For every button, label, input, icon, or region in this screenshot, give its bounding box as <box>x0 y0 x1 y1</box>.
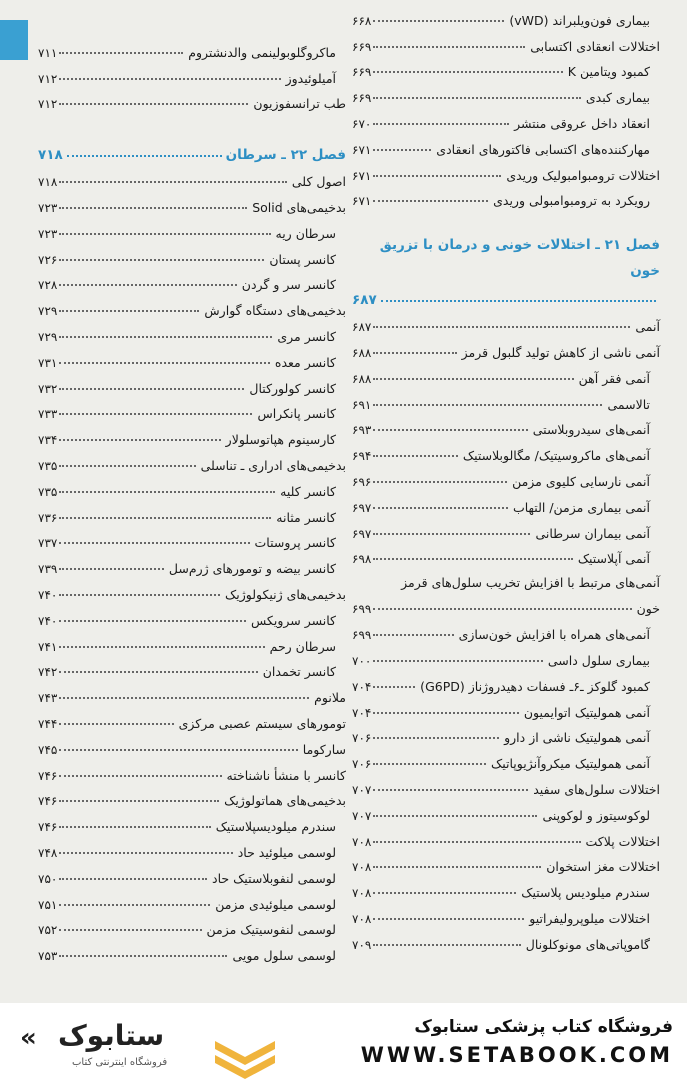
leader-dots <box>59 310 199 312</box>
chapter-21-heading <box>352 232 660 284</box>
toc-entry-label: سندرم میلودیسپلاستیک <box>215 819 336 835</box>
toc-left-column <box>38 34 346 963</box>
leader-dots <box>373 123 509 125</box>
toc-entry <box>38 525 346 551</box>
leader-dots <box>373 634 453 636</box>
store-logo <box>20 1017 260 1067</box>
toc-entry-label: کانسر مثانه <box>276 509 336 525</box>
toc-entry-page: ۷۴۴ <box>38 716 58 731</box>
toc-entry-page: ۶۹۱ <box>352 397 372 412</box>
toc-entry <box>38 344 346 370</box>
toc-entry-label: تالاسمی <box>607 396 650 412</box>
leader-dots <box>59 775 221 777</box>
toc-entry-page: ۶۷۰ <box>352 116 372 131</box>
toc-entry-page: ۷۰۸ <box>352 860 372 875</box>
toc-entry-label: کانسر معده <box>274 354 336 370</box>
toc-entry <box>38 705 346 731</box>
toc-entry-page: ۷۰۸ <box>352 834 372 849</box>
chapter-page: ۷۱۸ <box>38 147 63 164</box>
toc-entry <box>38 860 346 886</box>
leader-dots <box>373 533 530 535</box>
leader-dots <box>373 200 488 202</box>
leader-dots <box>59 336 272 338</box>
toc-entry-page: ۷۴۰ <box>38 613 58 628</box>
leader-dots <box>373 558 572 560</box>
toc-entry-label: اختلالات پلاکت <box>585 833 660 849</box>
toc-entry <box>38 318 346 344</box>
toc-entry-page: ۷۰۸ <box>352 911 372 926</box>
toc-entry-page: ۶۸۸ <box>352 345 372 360</box>
toc-entry-label: سرطان ریه <box>275 225 336 241</box>
toc-entry-page: ۷۲۹ <box>38 304 58 319</box>
toc-entry-page: ۶۹۹ <box>352 602 372 617</box>
toc-entry-page: ۶۹۷ <box>352 500 372 515</box>
toc-entry-page: ۷۴۲ <box>38 665 58 680</box>
toc-entry-label: اختلالات میلوپرولیفراتیو <box>529 910 650 926</box>
toc-entry <box>352 183 660 209</box>
toc-entry-page: ۷۴۸ <box>38 845 58 860</box>
leader-dots <box>59 103 248 105</box>
toc-entry-label: آنمی نارسایی کلیوی مزمن <box>512 473 650 489</box>
leader-dots <box>59 929 201 931</box>
toc-entry-label: بدخیمی‌های ژنیکولوژیک <box>225 586 346 602</box>
toc-entry-page: ۶۹۴ <box>352 449 372 464</box>
toc-entry-page: ۷۵۳ <box>38 949 58 964</box>
toc-entry-label: آنمی‌های همراه با افزایش خون‌سازی <box>458 627 650 643</box>
toc-entry-page: ۷۰۶ <box>352 731 372 746</box>
toc-entry <box>38 163 346 189</box>
leader-dots <box>59 413 252 415</box>
leader-dots <box>373 149 431 151</box>
toc-entry-page: ۷۳۶ <box>38 510 58 525</box>
toc-entry-page: ۷۲۳ <box>38 226 58 241</box>
toc-entry-label: آنمی <box>635 319 660 335</box>
leader-dots <box>59 284 236 286</box>
toc-entry-label: آنمی فقر آهن <box>578 370 650 386</box>
toc-entry-page: ۷۴۶ <box>38 820 58 835</box>
toc-entry-label: بدخیمی‌های Solid <box>252 199 346 215</box>
toc-entry <box>38 499 346 525</box>
leader-dots <box>373 175 501 177</box>
leader-dots <box>59 878 207 880</box>
leader-dots <box>59 517 271 519</box>
toc-entry-page: ۷۱۲ <box>38 71 58 86</box>
toc-entry-page: ۷۲۳ <box>38 200 58 215</box>
toc-entry-page: ۷۳۵ <box>38 458 58 473</box>
toc-entry-label: آنمی آپلاستیک <box>577 551 650 567</box>
toc-entry <box>38 757 346 783</box>
toc-entry-label: کانسر کلیه <box>280 483 336 499</box>
leader-dots <box>59 568 164 570</box>
leader-dots <box>373 481 507 483</box>
toc-entry <box>38 731 346 757</box>
leader-dots <box>373 429 527 431</box>
toc-entry <box>352 823 660 849</box>
leader-dots <box>59 852 232 854</box>
toc-entry <box>38 654 346 680</box>
leader-dots <box>59 594 220 596</box>
toc-entry <box>352 515 660 541</box>
store-footer <box>0 1003 687 1080</box>
toc-entry <box>352 308 660 334</box>
book-emblem-icon <box>215 1035 275 1081</box>
leader-dots <box>59 955 227 957</box>
toc-entry-label: طب ترانسفوزیون <box>253 96 346 112</box>
leader-dots <box>373 378 573 380</box>
logo-tagline: فروشگاه اینترنتی کتاب <box>72 1057 168 1068</box>
toc-entry-page: ۷۰۷ <box>352 808 372 823</box>
toc-entry-label: لوسمی سلول مویی <box>232 948 336 964</box>
toc-entry <box>38 60 346 86</box>
toc-entry-page: ۷۳۷ <box>38 536 58 551</box>
toc-entry-page: ۷۲۶ <box>38 252 58 267</box>
toc-entry-page: ۷۰۶ <box>352 757 372 772</box>
toc-entry <box>352 642 660 668</box>
leader-dots <box>373 815 537 817</box>
toc-entry-page: ۷۲۸ <box>38 278 58 293</box>
leader-dots <box>373 892 516 894</box>
toc-entry-label: مهارکننده‌های اکتسابی فاکتورهای انعقادی <box>436 141 650 157</box>
leader-dots <box>59 78 280 80</box>
toc-entry <box>352 54 660 80</box>
toc-entry-label: رویکرد به ترومبوامبولی وریدی <box>493 193 650 209</box>
toc-entry <box>38 241 346 267</box>
leader-dots <box>59 723 173 725</box>
leader-dots <box>373 46 525 48</box>
leader-dots <box>59 259 264 261</box>
leader-dots <box>373 660 543 662</box>
toc-entry-page: ۷۴۶ <box>38 794 58 809</box>
toc-entry-label: بیماری فون‌ویلبراند (vWD) <box>509 12 650 28</box>
leader-dots <box>59 362 270 364</box>
toc-entry <box>352 2 660 28</box>
toc-entry-label: لوسمی میلوئیدی مزمن <box>215 896 336 912</box>
toc-entry-label: کانسر بیضه و تومورهای ژرم‌سل <box>168 561 336 577</box>
leader-dots <box>373 737 499 739</box>
toc-right-column <box>352 2 660 952</box>
toc-entry-page: ۶۹۷ <box>352 526 372 541</box>
logo-wordmark: ستابوک <box>58 1019 165 1052</box>
toc-entry <box>38 912 346 938</box>
leader-dots <box>59 439 220 441</box>
chapter-title: فصل ۲۲ ـ سرطان <box>225 147 346 164</box>
toc-entry-label: ماکروگلوبولینمی والدنشتروم <box>188 44 336 60</box>
toc-entry <box>38 473 346 499</box>
toc-entry <box>352 849 660 875</box>
toc-entry-label: انعقاد داخل عروقی منتشر <box>514 115 650 131</box>
toc-entry-label: کانسر تخمدان <box>262 664 336 680</box>
toc-entry-page: ۶۶۸ <box>352 13 372 28</box>
toc-entry-page: ۷۵۰ <box>38 871 58 886</box>
leader-dots <box>59 646 264 648</box>
leader-dots <box>59 542 249 544</box>
toc-entry-page: ۷۰۴ <box>352 705 372 720</box>
toc-entry <box>352 437 660 463</box>
toc-entry-page: ۷۴۳ <box>38 691 58 706</box>
leader-dots <box>373 789 528 791</box>
toc-entry <box>38 447 346 473</box>
toc-entry-page: ۷۴۶ <box>38 768 58 783</box>
toc-entry <box>38 421 346 447</box>
toc-entry-label: بدخیمی‌های دستگاه گوارش <box>204 303 346 319</box>
toc-entry <box>352 900 660 926</box>
toc-entry <box>352 360 660 386</box>
toc-entry <box>352 874 660 900</box>
toc-entry <box>38 34 346 60</box>
toc-entry <box>352 105 660 131</box>
toc-entry <box>352 79 660 105</box>
toc-entry <box>38 834 346 860</box>
toc-entry-page: ۶۹۸ <box>352 552 372 567</box>
toc-entry-label: بدخیمی‌های هماتولوژیک <box>224 793 346 809</box>
toc-entry-page: ۷۳۱ <box>38 355 58 370</box>
toc-entry-page: ۷۳۲ <box>38 381 58 396</box>
toc-entry-label: لوکوسیتوز و لوکوپنی <box>542 807 650 823</box>
toc-entry <box>352 28 660 54</box>
toc-entry-page: ۷۳۳ <box>38 407 58 422</box>
toc-entry-label: آنمی همولیتیک ناشی از دارو <box>504 730 650 746</box>
toc-entry-page: ۷۱۱ <box>38 45 58 60</box>
toc-entry <box>352 720 660 746</box>
toc-entry-label: کانسر سر و گردن <box>241 277 336 293</box>
toc-entry <box>352 668 660 694</box>
toc-entry <box>38 808 346 834</box>
toc-entry-label: اصول کلی <box>291 174 346 190</box>
toc-entry-label: آمیلوئیدوز <box>285 70 336 86</box>
toc-entry-page: ۶۷۱ <box>352 194 372 209</box>
toc-entry-label: اختلالات سلول‌های سفید <box>533 781 660 797</box>
chapter-21-page-line <box>352 284 660 308</box>
toc-entry-label: بیماری سلول داسی <box>547 652 650 668</box>
toc-entry-page: ۶۷۱ <box>352 168 372 183</box>
store-url-link[interactable]: WWW.SETABOOK.COM <box>360 1043 673 1067</box>
leader-dots <box>373 97 581 99</box>
toc-entry <box>352 771 660 797</box>
leader-dots <box>373 712 519 714</box>
leader-dots <box>373 71 562 73</box>
leader-dots <box>373 944 520 946</box>
toc-entry-label: آنمی‌های ماکروسیتیک/ مگالوبلاستیک <box>462 448 650 464</box>
toc-entry-page: ۷۰۹ <box>352 937 372 952</box>
toc-entry-label: کانسر پستان <box>269 251 336 267</box>
toc-entry-label: بدخیمی‌های ادراری ـ تناسلی <box>200 457 346 473</box>
toc-entry-label: اختلالات انعقادی اکتسابی <box>530 38 660 54</box>
leader-dots <box>59 697 309 699</box>
toc-entry <box>38 370 346 396</box>
leader-dots <box>373 507 508 509</box>
toc-entry-page: ۷۵۱ <box>38 897 58 912</box>
toc-entry-page: ۶۹۹ <box>352 628 372 643</box>
toc-entry <box>38 86 346 112</box>
leader-dots <box>59 207 247 209</box>
toc-entry-label: ملانوم <box>314 690 346 706</box>
leader-dots <box>59 181 287 183</box>
toc-entry-page: ۷۰۷ <box>352 782 372 797</box>
toc-entry-label: لوسمی لنفوسیتیک مزمن <box>206 922 336 938</box>
toc-entry <box>38 886 346 912</box>
toc-entry-label: بیماری کبدی <box>585 90 650 106</box>
toc-entry <box>352 926 660 952</box>
toc-entry-page: ۷۴۵ <box>38 742 58 757</box>
store-name: فروشگاه کتاب پزشکی ستابوک <box>414 1017 673 1037</box>
toc-entry <box>352 616 660 642</box>
toc-entry <box>352 541 660 567</box>
toc-entry <box>352 463 660 489</box>
double-chevron-icon: « <box>20 1023 37 1053</box>
leader-dots <box>59 800 219 802</box>
toc-entry-page: ۶۶۹ <box>352 91 372 106</box>
toc-entry <box>352 334 660 360</box>
leader-dots <box>373 326 630 328</box>
toc-entry-page: ۷۲۹ <box>38 329 58 344</box>
toc-entry <box>38 396 346 422</box>
leader-dots <box>373 404 602 406</box>
toc-entry <box>352 694 660 720</box>
toc-entry-label: آنمی همولیتیک میکروآنژیوپاتیک <box>491 756 650 772</box>
toc-entry <box>38 937 346 963</box>
toc-entry <box>38 267 346 293</box>
toc-entry-page: ۶۷۱ <box>352 142 372 157</box>
toc-entry-label: آنمی بیماری مزمن/ التهاب <box>512 499 650 515</box>
toc-entry <box>38 628 346 654</box>
toc-entry <box>352 131 660 157</box>
toc-entry <box>38 783 346 809</box>
leader-dots <box>373 352 456 354</box>
toc-entry-label: کمبود ویتامین K <box>567 64 650 80</box>
leader-dots <box>59 233 270 235</box>
toc-entry <box>38 602 346 628</box>
toc-entry-label: آنمی‌های سیدروبلاستی <box>532 422 650 438</box>
toc-entry-page: ۷۰۴ <box>352 679 372 694</box>
toc-entry-page: ۶۸۷ <box>352 320 372 335</box>
toc-entry <box>352 412 660 438</box>
toc-entry-label: لوسمی لنفوبلاستیک حاد <box>212 870 336 886</box>
leader-dots <box>59 620 246 622</box>
toc-entry-label: سرطان رحم <box>269 638 336 654</box>
leader-dots <box>59 52 183 54</box>
toc-entry-label-cont: خون <box>636 601 660 617</box>
leader-dots <box>59 826 210 828</box>
toc-entry <box>38 215 346 241</box>
toc-entry <box>38 576 346 602</box>
toc-entry <box>352 489 660 515</box>
toc-entry-page: ۶۸۸ <box>352 371 372 386</box>
toc-entry-label: آنمی ناشی از کاهش تولید گلبول قرمز <box>461 344 660 360</box>
toc-entry-label: اختلالات ترومبوامبولیک وریدی <box>506 167 660 183</box>
toc-entry-label: کانسر کولورکتال <box>249 380 336 396</box>
toc-entry-page: ۷۵۲ <box>38 923 58 938</box>
leader-dots <box>59 491 275 493</box>
chapter-page: ۶۸۷ <box>352 292 377 309</box>
chapter-title: فصل ۲۱ ـ اختلالات خونی و درمان با تزریق خون <box>379 237 660 280</box>
toc-entry-page: ۶۹۳ <box>352 423 372 438</box>
toc-entry-page: ۶۹۶ <box>352 474 372 489</box>
toc-entry-label: سارکوما <box>302 741 346 757</box>
toc-entry-label: کانسر سرویکس <box>251 612 336 628</box>
toc-entry-page: ۷۳۹ <box>38 562 58 577</box>
leader-dots <box>373 841 580 843</box>
leader-dots <box>59 465 195 467</box>
leader-dots <box>373 763 486 765</box>
toc-entry-page: ۷۳۵ <box>38 484 58 499</box>
toc-entry-wrap <box>352 566 660 616</box>
toc-entry-page: ۷۴۱ <box>38 639 58 654</box>
toc-entry-page: ۷۳۴ <box>38 433 58 448</box>
toc-entry-page: ۶۶۹ <box>352 39 372 54</box>
toc-entry-label: کارسینوم هپاتوسلولار <box>225 432 336 448</box>
toc-entry-label: لوسمی میلوئید حاد <box>237 844 336 860</box>
leader-dots <box>373 686 415 688</box>
toc-entry <box>38 189 346 215</box>
toc-entry-page: ۷۴۰ <box>38 587 58 602</box>
toc-entry <box>352 386 660 412</box>
leader-dots <box>373 455 458 457</box>
leader-dots <box>59 749 297 751</box>
toc-entry <box>38 550 346 576</box>
toc-entry <box>38 292 346 318</box>
chapter-22-heading <box>38 135 346 163</box>
toc-entry-label: کانسر با منشأ ناشناخته <box>226 767 346 783</box>
toc-entry <box>38 679 346 705</box>
toc-entry-label: آنمی همولیتیک اتوایمیون <box>523 704 650 720</box>
toc-entry <box>352 157 660 183</box>
leader-dots <box>373 20 504 22</box>
toc-entry-page: ۶۶۹ <box>352 65 372 80</box>
toc-entry-label: سندرم میلودیس پلاستیک <box>521 885 650 901</box>
toc-entry-label: گاموپاتی‌های مونوکلونال <box>525 936 650 952</box>
leader-dots <box>59 904 210 906</box>
leader-dots <box>373 866 541 868</box>
toc-entry-label: کانسر پانکراس <box>257 406 336 422</box>
leader-dots <box>59 388 244 390</box>
toc-entry <box>352 745 660 771</box>
toc-entry-label: کانسر مری <box>277 328 336 344</box>
toc-entry-page: ۷۰۸ <box>352 886 372 901</box>
toc-entry-label: تومورهای سیستم عصبی مرکزی <box>178 715 346 731</box>
toc-entry-label: آنمی بیماران سرطانی <box>535 525 650 541</box>
toc-entry <box>352 797 660 823</box>
leader-dots <box>59 671 257 673</box>
toc-entry-label: کانسر پروستات <box>254 535 336 551</box>
toc-entry-label: آنمی‌های مرتبط با افزایش تخریب سلول‌های قرمز <box>401 575 660 591</box>
toc-entry-page: ۷۱۲ <box>38 97 58 112</box>
leader-dots <box>373 918 524 920</box>
toc-entry-label: کمبود گلوکز ـ۶ـ فسفات دهیدروژناز (G6PD) <box>420 678 650 694</box>
toc-entry-label: اختلالات مغز استخوان <box>546 859 660 875</box>
toc-entry-page: ۷۱۸ <box>38 175 58 190</box>
chapter-tab-marker <box>0 20 28 60</box>
toc-entry-page: ۷۰۰ <box>352 653 372 668</box>
